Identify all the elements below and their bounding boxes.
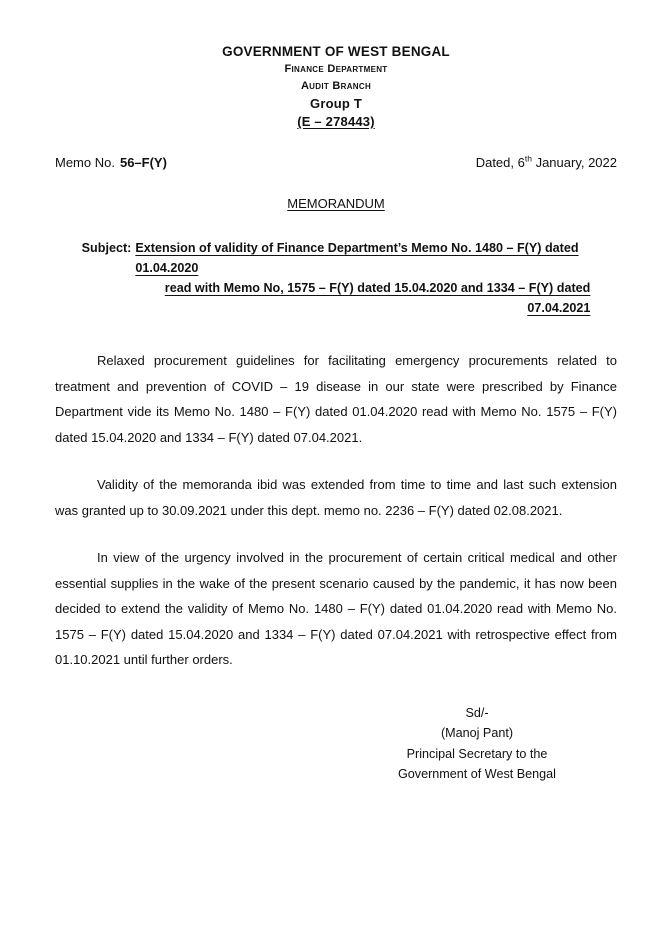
signature-inner: [392, 703, 562, 785]
letterhead-file-number: (E – 278443): [297, 114, 375, 129]
body-paragraph: Relaxed procurement guidelines for facilitating emergency procurements related to treatment and prevention of COVID – 19 disease in our state were prescribed by Finance Department vide its Memo No. 1480 – F(Y) dated 01.04.2020 read with Memo No. 1575 – F(Y) dated 15.04.2020 and 1334 – F(Y) dated 07.04.2021.: [55, 353, 617, 445]
body-paragraph: In view of the urgency involved in the procurement of certain critical medical and other essential supplies in the wake of the present scenario caused by the pandemic, it has now been decided to extend the validity of Memo No. 1480 – F(Y) dated 01.04.2020 read with Memo No. 1575 – F(Y) dated 15.04.2020 and 1334 – F(Y) dated 07.04.2021 with retrospective effect from 01.10.2021 until further orders.: [55, 550, 617, 667]
memo-date-suffix: January, 2022: [531, 155, 617, 170]
signature-designation-line-2: Government of West Bengal: [398, 767, 556, 781]
memo-number-value: 56–F(Y): [119, 155, 167, 170]
letterhead-branch: Audit Branch: [300, 80, 372, 92]
letterhead-organisation: GOVERNMENT OF WEST BENGAL: [222, 44, 450, 59]
document-body: [55, 348, 617, 785]
memo-number-label: Memo No.: [55, 155, 115, 170]
signature-sd: Sd/-: [465, 705, 489, 720]
subject-line-2: read with Memo No, 1575 – F(Y) dated 15.04.2020 and 1334 – F(Y) dated 07.04.2021: [164, 281, 591, 315]
letterhead-group: Group T: [310, 96, 362, 111]
subject-label: Subject:: [81, 241, 132, 255]
subject-inner: [82, 238, 591, 318]
signature-block: [55, 703, 562, 785]
signature-name: (Manoj Pant): [440, 726, 514, 740]
subject-text: [135, 238, 590, 318]
memorandum-heading: MEMORANDUM: [287, 196, 385, 211]
memo-number: [55, 155, 167, 170]
signature-designation-line-1: Principal Secretary to the: [406, 746, 548, 761]
memo-number-date-row: [55, 155, 617, 170]
memo-date: [476, 155, 617, 170]
subject-line-1: Extension of validity of Finance Department’s Memo No. 1480 – F(Y) dated 01.04.2020: [135, 241, 579, 275]
memo-date-prefix: Dated, 6: [475, 155, 525, 170]
memo-date-ordinal: th: [524, 153, 532, 164]
letterhead: [0, 0, 672, 131]
body-paragraph: Validity of the memoranda ibid was extended from time to time and last such extension was granted up to 30.09.2021 under this dept. memo no. 2236 – F(Y) dated 02.08.2021.: [55, 477, 617, 518]
subject-block: [55, 238, 617, 318]
letterhead-department: Finance Department: [284, 63, 388, 75]
